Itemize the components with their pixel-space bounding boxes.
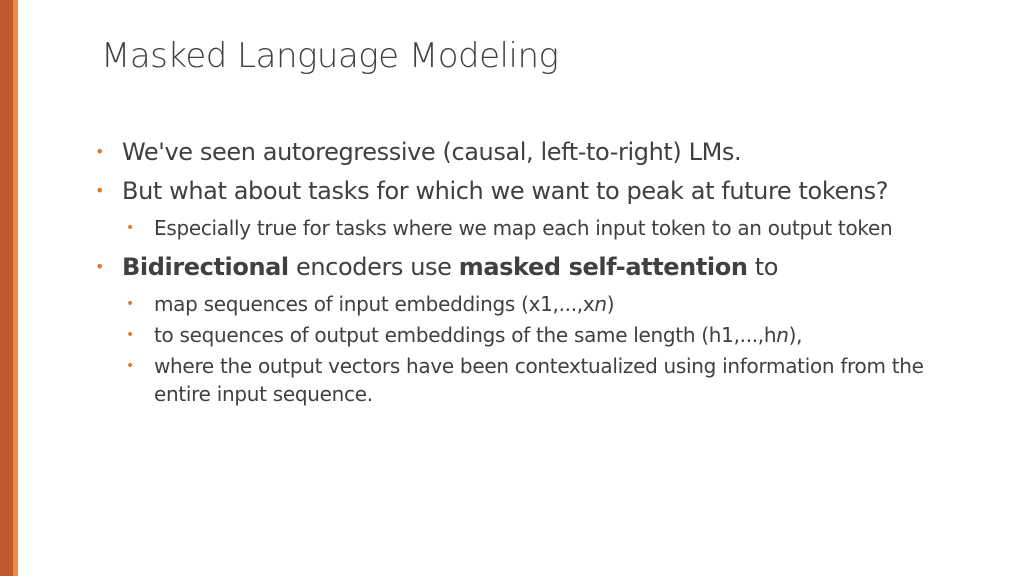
- sub-bullet-text: ): [606, 292, 615, 316]
- sub-bullet-text: ),: [788, 323, 803, 347]
- slide-title: Masked Language Modeling: [101, 36, 559, 76]
- sub-bullet-text: to sequences of output embeddings of the same length (h1,...,h: [154, 323, 777, 347]
- sub-bullet-item-3-3: [93, 352, 963, 408]
- bullet-item-2: [93, 175, 963, 207]
- sub-bullet-text: map sequences of input embeddings (x1,...,x: [154, 292, 595, 316]
- accent-bar-light: [13, 0, 18, 576]
- bullet-item-3: [93, 251, 963, 283]
- bold-term-bidirectional: Bidirectional: [122, 253, 289, 281]
- bold-term-masked-self-attention: masked self-attention: [458, 253, 748, 281]
- bullet-text: to: [747, 253, 779, 281]
- bullet-dot-icon: •: [126, 327, 134, 343]
- sub-bullet-item-2-1: [93, 214, 963, 242]
- bullet-text: We've seen autoregressive (causal, left-to-right) LMs.: [122, 138, 742, 166]
- bullet-dot-icon: •: [126, 296, 134, 312]
- bullet-dot-icon: •: [126, 220, 134, 236]
- sub-bullet-item-3-2: [93, 321, 963, 349]
- bullet-list: [93, 136, 963, 411]
- sub-bullet-item-3-1: [93, 290, 963, 318]
- bullet-item-1: [93, 136, 963, 168]
- italic-n: n: [776, 323, 789, 347]
- bullet-dot-icon: •: [95, 181, 105, 200]
- sub-bullet-text: Especially true for tasks where we map each input token to an output token: [154, 216, 893, 240]
- italic-n: n: [594, 292, 607, 316]
- accent-bar-dark: [0, 0, 13, 576]
- bullet-dot-icon: •: [126, 358, 134, 374]
- bullet-text: But what about tasks for which we want to peak at future tokens?: [122, 177, 889, 205]
- bullet-dot-icon: •: [95, 142, 105, 161]
- bullet-dot-icon: •: [95, 257, 105, 276]
- sub-bullet-text: where the output vectors have been contextualized using information from the entire input sequence.: [154, 354, 924, 406]
- bullet-text: encoders use: [288, 253, 459, 281]
